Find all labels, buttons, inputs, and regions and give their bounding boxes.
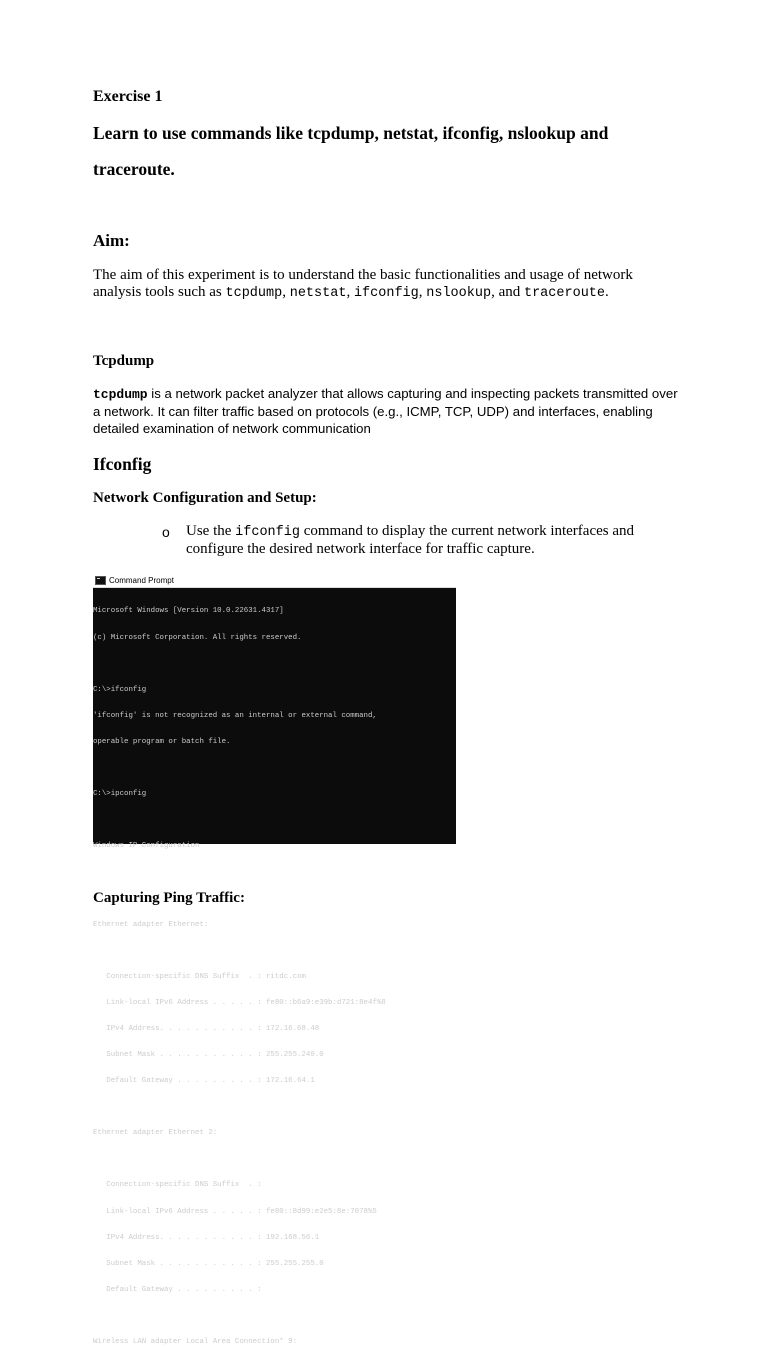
tcpdump-heading: Tcpdump bbox=[93, 353, 155, 369]
aim-cmd-nslookup: nslookup bbox=[426, 286, 492, 301]
terminal-line: Ethernet adapter Ethernet: bbox=[93, 920, 209, 929]
exercise-title-line-2: traceroute. bbox=[93, 159, 175, 179]
terminal-icon bbox=[95, 576, 106, 585]
terminal-line: Ethernet adapter Ethernet 2: bbox=[93, 1129, 218, 1138]
tcpdump-paragraph bbox=[93, 385, 683, 437]
command-prompt-titlebar bbox=[93, 574, 456, 588]
terminal-line: Default Gateway . . . . . . . . . : bbox=[93, 1285, 262, 1294]
terminal-line: IPv4 Address. . . . . . . . . . . : 172.16.68.48 bbox=[93, 1024, 320, 1033]
terminal-line: Subnet Mask . . . . . . . . . . . : 255.255.240.0 bbox=[93, 1051, 324, 1059]
capturing-ping-heading: Capturing Ping Traffic: bbox=[93, 890, 245, 906]
ifconfig-heading: Ifconfig bbox=[93, 454, 152, 474]
command-prompt-output bbox=[93, 588, 456, 1364]
aim-cmd-tcpdump: tcpdump bbox=[225, 286, 283, 301]
terminal-line bbox=[93, 660, 456, 669]
terminal-line: Default Gateway . . . . . . . . . : 172.16.64.1 bbox=[93, 1077, 315, 1086]
network-config-subheading: Network Configuration and Setup: bbox=[93, 490, 317, 506]
terminal-line: Connection-specific DNS Suffix . : ritdc.com bbox=[93, 972, 306, 981]
aim-cmd-netstat: netstat bbox=[289, 286, 347, 301]
bullet-text-before: Use the bbox=[186, 523, 236, 539]
bullet-marker: o bbox=[162, 524, 170, 540]
terminal-line bbox=[93, 764, 456, 773]
terminal-line: IPv4 Address. . . . . . . . . . . : 192.168.56.1 bbox=[93, 1233, 320, 1242]
terminal-line: Microsoft Windows [Version 10.0.22631.4317] bbox=[93, 607, 284, 616]
terminal-line: (c) Microsoft Corporation. All rights reserved. bbox=[93, 633, 302, 642]
terminal-line: C:\>ipconfig bbox=[93, 790, 147, 799]
aim-text-after: . bbox=[605, 284, 609, 300]
aim-sep-1: , bbox=[282, 284, 290, 300]
aim-paragraph bbox=[93, 267, 683, 302]
exercise-title-line-1: Learn to use commands like tcpdump, netstat, ifconfig, nslookup and bbox=[93, 123, 609, 143]
terminal-line bbox=[93, 816, 456, 825]
aim-sep-3: , bbox=[418, 284, 427, 300]
exercise-label: Exercise 1 bbox=[93, 88, 163, 105]
terminal-line: Windows IP Configuration bbox=[93, 842, 200, 851]
terminal-line: Link-local IPv6 Address . . . . . : fe80::8d99:e2e5:8e:7078%5 bbox=[93, 1207, 377, 1216]
terminal-line bbox=[93, 1312, 456, 1321]
terminal-line: Link-local IPv6 Address . . . . . : fe80::b6a9:e39b:d721:8e4f%8 bbox=[93, 998, 386, 1007]
terminal-line: operable program or batch file. bbox=[93, 737, 231, 746]
command-prompt-title: Command Prompt bbox=[109, 576, 174, 585]
terminal-line bbox=[93, 947, 456, 956]
terminal-line bbox=[93, 1103, 456, 1112]
aim-heading: Aim: bbox=[93, 231, 130, 250]
ifconfig-bullet-text bbox=[186, 523, 676, 558]
terminal-line: C:\>ifconfig bbox=[93, 685, 147, 694]
aim-sep-4: , and bbox=[491, 284, 524, 300]
aim-text-before: The aim of this experiment is to understand the basic functionalities and usage of network analysis tools such as bbox=[93, 267, 633, 300]
terminal-line bbox=[93, 868, 456, 877]
terminal-line: 'ifconfig' is not recognized as an internal or external command, bbox=[93, 711, 377, 720]
aim-cmd-traceroute: traceroute bbox=[523, 286, 605, 301]
tcpdump-text: is a network packet analyzer that allows capturing and inspecting packets transmitted over a network. It can filter traffic based on protocols (e.g., ICMP, TCP, UDP) and interfaces, enabling detailed examination of network communication bbox=[93, 386, 678, 436]
aim-sep-2: , bbox=[346, 284, 354, 300]
bullet-cmd-ifconfig: ifconfig bbox=[235, 525, 300, 540]
aim-cmd-ifconfig: ifconfig bbox=[353, 286, 419, 301]
terminal-line bbox=[93, 1155, 456, 1164]
tcpdump-keyword: tcpdump bbox=[93, 387, 148, 402]
bullet-text-after: command to display the current network interfaces and configure the desired network interface for traffic capture. bbox=[186, 523, 635, 557]
terminal-line: Connection-specific DNS Suffix . : bbox=[93, 1181, 262, 1190]
terminal-line: Wireless LAN adapter Local Area Connection* 9: bbox=[93, 1338, 298, 1347]
terminal-line: Subnet Mask . . . . . . . . . . . : 255.255.255.0 bbox=[93, 1259, 324, 1268]
